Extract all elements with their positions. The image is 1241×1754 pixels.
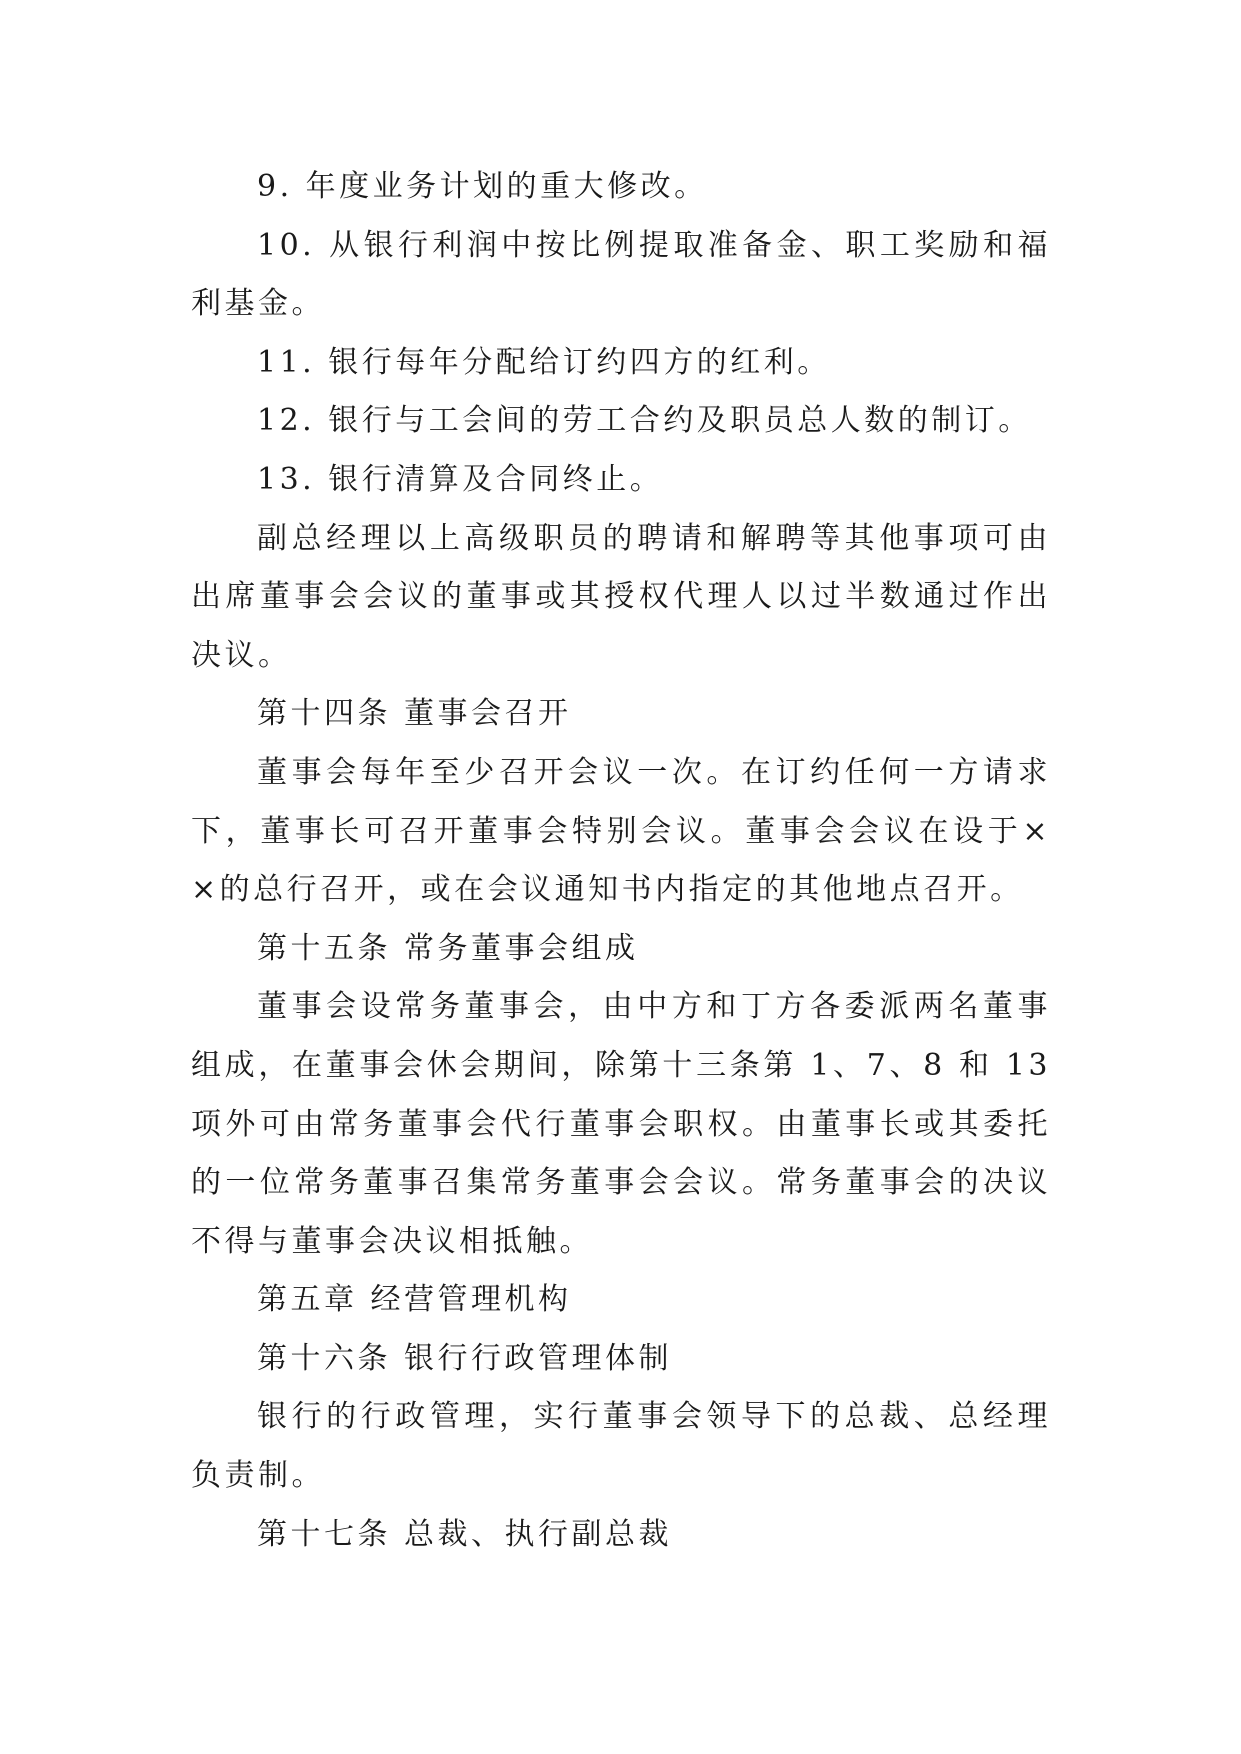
chapter-heading: 第五章 经营管理机构 (257, 1282, 572, 1318)
paragraph: 副总经理以上高级职员的聘请和解聘等其他事项可由出席董事会会议的董事或其授权代理人以过半数通过作出决议。 (191, 520, 1051, 673)
paragraph: 9. 年度业务计划的重大修改。 (257, 169, 708, 204)
document-body (191, 158, 1051, 1564)
paragraph: 董事会设常务董事会，由中方和丁方各委派两名董事组成，在董事会休会期间，除第十三条第 1、7、8 和 13 项外可由常务董事会代行董事会职权。由董事长或其委托的一位常务董事召集常务董事会会议。常务董事会的决议不得与董事会决议相抵触。 (191, 989, 1051, 1259)
article-heading: 第十五条 常务董事会组成 (257, 930, 639, 966)
paragraph: 10. 从银行利润中按比例提取准备金、职工奖励和福利基金。 (191, 227, 1051, 322)
paragraph: 董事会每年至少召开会议一次。在订约任何一方请求下，董事长可召开董事会特别会议。董事会会议在设于××的总行召开，或在会议通知书内指定的其他地点召开。 (191, 754, 1051, 908)
paragraph: 13. 银行清算及合同终止。 (257, 461, 664, 497)
paragraph: 12. 银行与工会间的劳工合约及职员总人数的制订。 (257, 403, 1032, 439)
article-heading: 第十六条 银行行政管理体制 (257, 1340, 673, 1376)
paragraph: 银行的行政管理，实行董事会领导下的总裁、总经理负责制。 (191, 1399, 1051, 1494)
paragraph: 11. 银行每年分配给订约四方的红利。 (257, 344, 831, 380)
article-heading: 第十四条 董事会召开 (257, 696, 572, 732)
article-heading: 第十七条 总裁、执行副总裁 (257, 1516, 673, 1552)
